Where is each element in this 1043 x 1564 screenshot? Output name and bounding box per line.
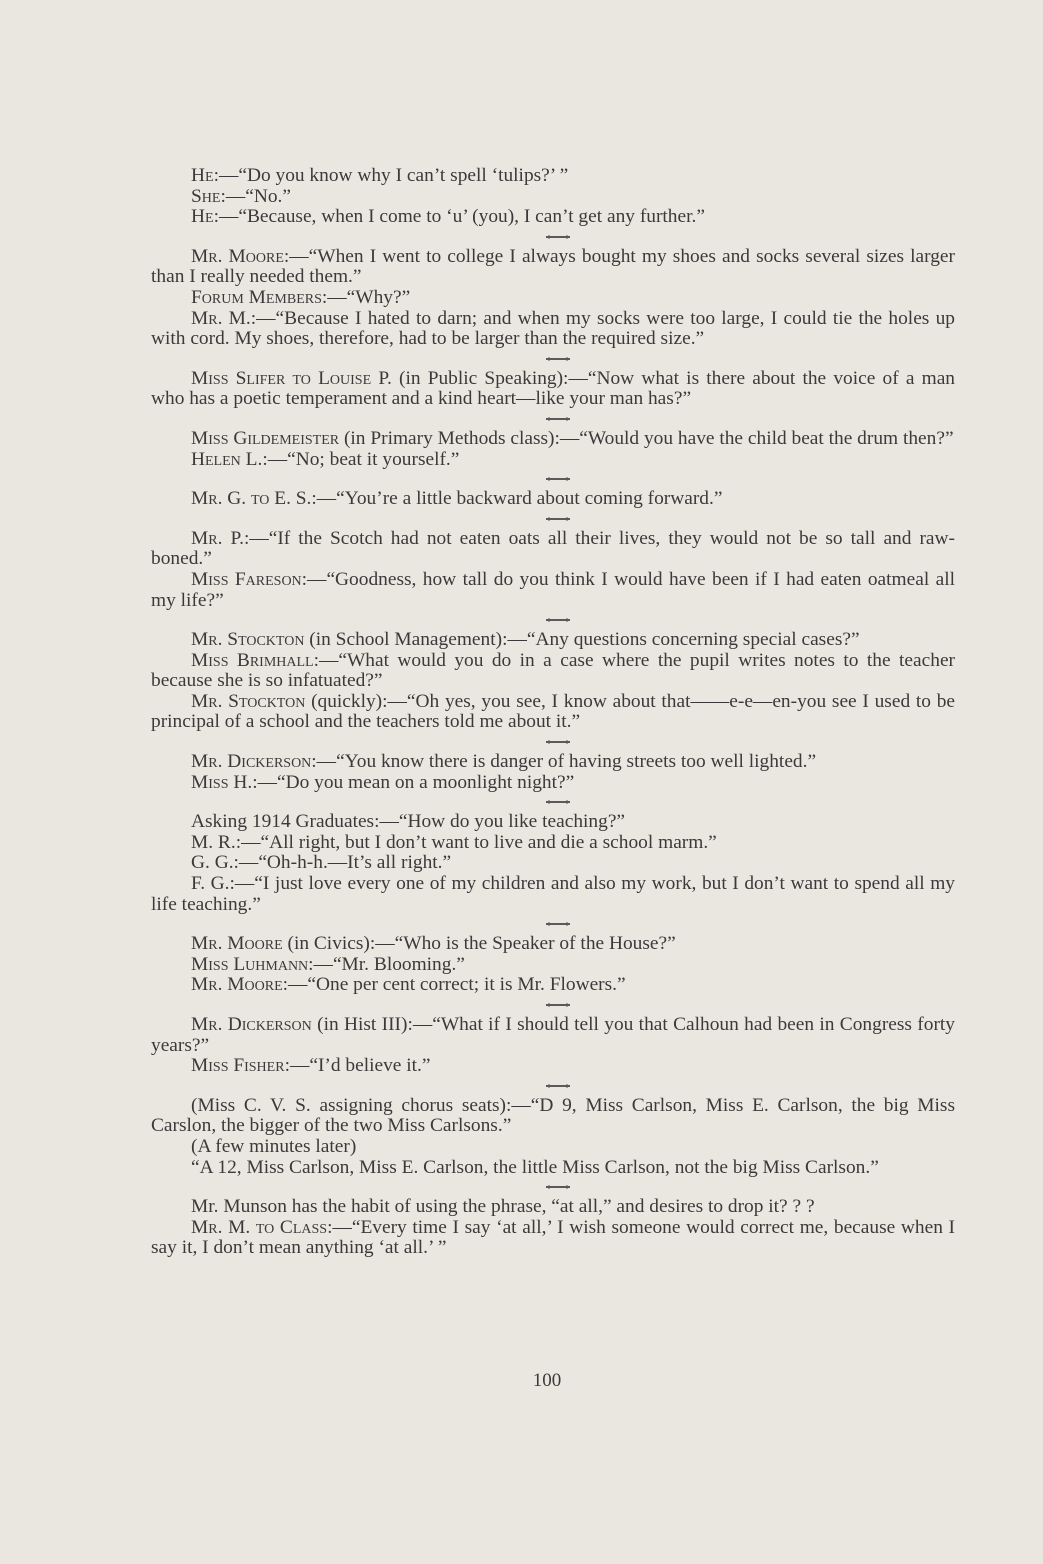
line-text: “A 12, Miss Carlson, Miss E. Carlson, the little Miss Carlson, not the big Miss Carlson.” [191, 1156, 879, 1178]
speaker-name: Miss H. [191, 771, 253, 793]
joke-line [151, 975, 955, 996]
line-text: :—“You’re a little backward about coming forward.” [311, 488, 723, 510]
joke-line [151, 833, 955, 854]
joke-block [151, 752, 955, 793]
speaker-name: Mr. Moore [191, 974, 283, 996]
line-text: (in Civics):—“Who is the Speaker of the House?” [282, 933, 676, 955]
line-text: :—“Every time I say ‘at all,’ I wish someone would correct me, because when I say it, I don’t mean anything ‘at all.’ ” [151, 1216, 956, 1259]
joke-line [151, 1197, 955, 1218]
joke-line [151, 207, 955, 228]
speaker-name: Mr. M. to Class [191, 1216, 328, 1238]
joke-line [151, 288, 955, 309]
speaker-name: Mr. Dickerson [191, 1014, 312, 1035]
joke-line [151, 429, 955, 450]
separator-ornament [546, 356, 570, 362]
separator-ornament [546, 234, 570, 240]
line-text: :—“Do you know why I can’t spell ‘tulips?’ ” [213, 165, 569, 186]
line-text: (in Primary Methods class):—“Would you have the child beat the drum then?” [339, 427, 954, 449]
separator-ornament [546, 739, 570, 745]
line-text: :—“Because I hated to darn; and when my socks were too large, I could tie the holes up with cord. My shoes, therefore, had to be larger than the required size.” [151, 307, 955, 350]
joke-line [151, 247, 955, 288]
joke-line [151, 1137, 955, 1158]
joke-block [151, 934, 955, 996]
joke-line [151, 692, 955, 733]
joke-block [151, 529, 955, 611]
line-text: (in Hist III):—“What if I should tell you that Calhoun had been in Congress forty years?” [151, 1014, 955, 1056]
joke-line [151, 1096, 955, 1137]
joke-line [151, 874, 955, 915]
joke-line [151, 187, 955, 208]
joke-block [151, 247, 955, 350]
separator-ornament [546, 1184, 570, 1190]
speaker-name: Miss Brimhall [191, 649, 314, 671]
joke-block [151, 812, 955, 915]
separator-ornament [546, 416, 570, 422]
joke-line [151, 651, 955, 692]
joke-line [151, 369, 955, 410]
separator-ornament [546, 1083, 570, 1089]
line-text: F. G.:—“I just love every one of my children and also my work, but I don’t want to spend all my life teaching.” [151, 873, 955, 915]
speaker-name: Mr. Stockton [191, 690, 306, 712]
speaker-name: Miss Slifer to Louise P. [191, 367, 392, 389]
line-text: :—“No.” [220, 185, 291, 207]
joke-line [151, 955, 955, 976]
speaker-name: Helen L. [191, 448, 263, 470]
speaker-name: Mr. Moore [191, 245, 284, 267]
speaker-name: Miss Fisher [191, 1055, 285, 1077]
line-text: :—“Why?” [321, 286, 411, 308]
line-text: (quickly):—“Oh yes, you see, I know about that——e-e—en-you see I used to be principal of a school and the teachers told me about it.” [151, 690, 955, 733]
speaker-name: He [191, 206, 214, 228]
line-text: :—“Because, when I come to ‘u’ (you), I can’t get any further.” [213, 206, 705, 228]
speaker-name: Miss Gildemeister [191, 427, 340, 449]
line-text: Asking 1914 Graduates:—“How do you like teaching?” [191, 811, 626, 833]
joke-line [151, 1015, 955, 1056]
speaker-name: He [191, 165, 214, 186]
speaker-name: Forum Members [191, 286, 322, 308]
separator-ornament [546, 799, 570, 805]
joke-block [151, 1197, 955, 1259]
joke-line [151, 812, 955, 833]
joke-line [151, 570, 955, 611]
joke-line [151, 450, 955, 471]
joke-line [151, 489, 955, 510]
joke-line [151, 309, 955, 350]
joke-line [151, 529, 955, 570]
joke-block [151, 489, 955, 510]
speaker-name: Mr. G. to E. S. [191, 488, 312, 510]
joke-block [151, 1015, 955, 1077]
line-text: Mr. Munson has the habit of using the phrase, “at all,” and desires to drop it? ? ? [191, 1196, 815, 1218]
joke-line [151, 773, 955, 794]
speaker-name: Miss Luhmann [191, 953, 309, 975]
joke-block [151, 429, 955, 470]
joke-line [151, 752, 955, 773]
joke-line [151, 630, 955, 651]
joke-line [151, 934, 955, 955]
line-text: :—“Mr. Blooming.” [308, 953, 465, 975]
separator-ornament [546, 921, 570, 927]
jokes-column [151, 166, 955, 1259]
line-text: (in School Management):—“Any questions concerning special cases?” [304, 629, 860, 651]
line-text: (A few minutes later) [191, 1135, 357, 1157]
joke-block [151, 630, 955, 733]
line-text: M. R.:—“All right, but I don’t want to live and die a school marm.” [191, 831, 717, 853]
separator-ornament [546, 1002, 570, 1008]
line-text: :—“If the Scotch had not eaten oats all their lives, they would not be so tall and raw-boned.” [151, 527, 955, 570]
speaker-name: Mr. Moore [191, 933, 283, 955]
separator-ornament [546, 617, 570, 623]
joke-block [151, 369, 955, 410]
line-text: :—“When I went to college I always bought my shoes and socks several sizes larger than I really needed them.” [151, 245, 955, 288]
joke-line [151, 1056, 955, 1077]
line-text: :—“You know there is danger of having streets too well lighted.” [311, 751, 817, 773]
speaker-name: Mr. Dickerson [191, 751, 312, 773]
page-number: 100 [532, 1370, 562, 1391]
joke-line [151, 166, 955, 187]
speaker-name: Mr. Stockton [191, 629, 305, 651]
speaker-name: Miss Fareson [191, 568, 302, 590]
separator-ornament [546, 476, 570, 482]
speaker-name: Mr. P. [191, 527, 244, 549]
line-text: G. G.:—“Oh-h-h.—It’s all right.” [191, 852, 452, 874]
separator-ornament [546, 516, 570, 522]
line-text: :—“One per cent correct; it is Mr. Flowers.” [282, 974, 626, 996]
line-text: :—“Do you mean on a moonlight night?” [252, 771, 575, 793]
joke-line [151, 1218, 955, 1259]
joke-line [151, 853, 955, 874]
line-text: :—“I’d believe it.” [284, 1055, 431, 1077]
joke-line [151, 1158, 955, 1179]
joke-block [151, 166, 955, 228]
line-text: (Miss C. V. S. assigning chorus seats):—“D 9, Miss Carlson, Miss E. Carlson, the big Miss Carslon, the bigger of the two Miss Carlsons.” [151, 1094, 955, 1137]
line-text: :—“What would you do in a case where the pupil writes notes to the teacher because she is so infatuated?” [151, 649, 956, 692]
speaker-name: Mr. M. [191, 307, 251, 329]
speaker-name: She [191, 185, 221, 207]
joke-block [151, 1096, 955, 1178]
line-text: :—“Goodness, how tall do you think I would have been if I had eaten oatmeal all my life?” [151, 568, 955, 611]
line-text: (in Public Speaking):—“Now what is there about the voice of a man who has a poetic temperament and a kind heart—like your man has?” [151, 367, 955, 410]
line-text: :—“No; beat it yourself.” [262, 448, 460, 470]
